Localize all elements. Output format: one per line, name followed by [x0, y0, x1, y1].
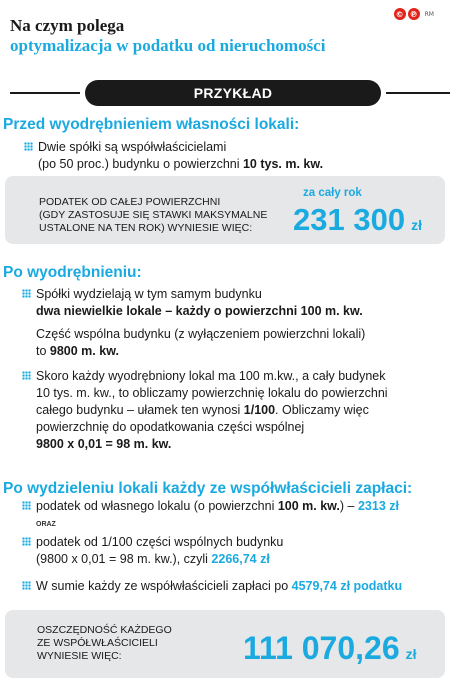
bullet-dots-icon: [22, 501, 31, 510]
bullet-dots-icon: [22, 537, 31, 546]
savings-label: OSZCZĘDNOŚĆ KAŻDEGO ZE WSPÓŁWŁAŚCICIELI WYNIESIE WIĘC:: [37, 624, 172, 662]
section1-bullet: Dwie spółki są współwłaścicielami (po 50 proc.) budynku o powierzchni 10 tys. m. kw.: [38, 139, 323, 173]
bullet-dots-icon: [22, 289, 31, 298]
section1-heading: Przed wyodrębnieniem własności lokali:: [3, 116, 300, 133]
oraz-label: ORAZ: [36, 521, 56, 528]
title-line-1: Na czym polega: [10, 16, 125, 35]
bullet-dots-icon: [24, 142, 33, 151]
bullet-dots-icon: [22, 371, 31, 380]
section3-bullet-2: podatek od 1/100 części wspólnych budynku (9800 x 0,01 = 98 m. kw.), czyli 2266,74 zł: [36, 534, 283, 568]
tax-before-box: [5, 176, 445, 244]
section3-bullet-1: podatek od własnego lokalu (o powierzchni 100 m. kw.) – 2313 zł: [36, 498, 399, 515]
banner-left-rule: [10, 92, 80, 94]
tax-before-label: PODATEK OD CAŁEJ POWIERZCHNI (GDY ZASTOSUJE SIĘ STAWKI MAKSYMALNE USTALONE NA TEN ROK) WYNIESIE WIĘC:: [39, 196, 268, 234]
section2-heading: Po wyodrębnieniu:: [3, 264, 142, 281]
bullet-dots-icon: [22, 581, 31, 590]
section3-heading: Po wydzieleniu lokali każdy ze współwłaścicieli zapłaci:: [3, 480, 413, 497]
section3-bullet-3: W sumie każdy ze współwłaścicieli zapłaci po 4579,74 zł podatku: [36, 578, 402, 595]
savings-box: [5, 610, 445, 678]
banner-right-rule: [386, 92, 450, 94]
tax-before-amount: 231 300 zł: [293, 202, 422, 237]
tax-before-period: za cały rok: [303, 187, 362, 199]
example-banner: [10, 80, 450, 106]
title-line-2: optymalizacja w podatku od nieruchomości: [10, 36, 326, 55]
section2-bullet-1: Spółki wydzielają w tym samym budynku dwa niewielkie lokale – każdy o powierzchni 100 m. kw. Część wspólna budynku (z wyłączeniem powierzchni lokali) to 9800 m. kw.: [36, 286, 365, 360]
logo-p-icon: ℗: [409, 9, 418, 19]
savings-amount: 111 070,26 zł: [243, 630, 417, 666]
example-label: PRZYKŁAD: [85, 80, 381, 106]
section2-bullet-2: Skoro każdy wyodrębniony lokal ma 100 m.kw., a cały budynek 10 tys. m. kw., to obliczamy powierzchnię lokalu do powierzchni całego budynku – ułamek ten wynosi 1/100. Obliczamy więc powierzchnię do opodatkowania części wspólnej 9800 x 0,01 = 98 m. kw.: [36, 368, 388, 453]
logo-c-icon: ©: [395, 9, 404, 19]
logo-text: RM: [424, 10, 434, 18]
publisher-logo: [394, 8, 434, 20]
